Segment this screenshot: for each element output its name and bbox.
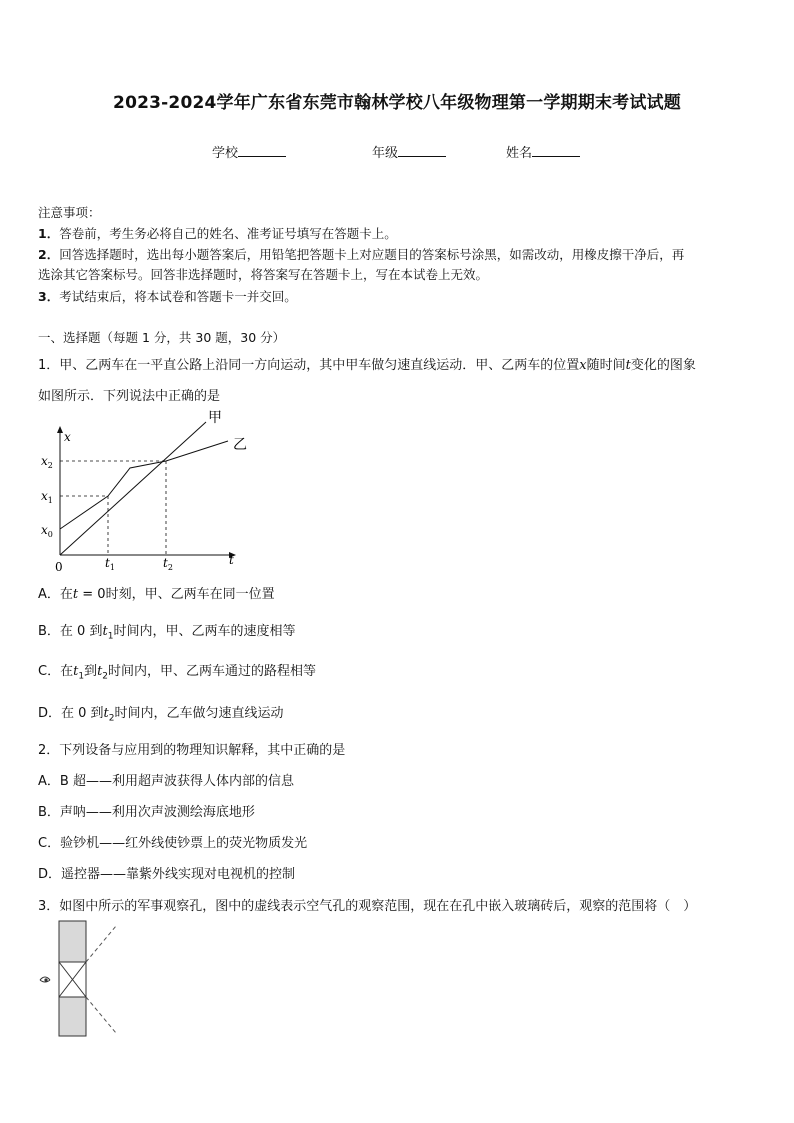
section-heading: 一、选择题（每题 1 分，共 30 题，30 分） bbox=[38, 330, 286, 345]
name-label: 姓名 bbox=[506, 146, 533, 161]
option-text: 时间内，甲、乙两车的速度相等 bbox=[113, 624, 296, 639]
var-t: t bbox=[73, 664, 79, 679]
option-text: B．在 0 到 bbox=[38, 624, 103, 639]
grade-field bbox=[372, 142, 446, 161]
q2-option-a: A．B 超——利用超声波获得人体内部的信息 bbox=[38, 774, 294, 789]
origin-label: 0 bbox=[55, 560, 63, 574]
tick-x1: $x_1$ bbox=[41, 489, 53, 505]
notice-num: 2． bbox=[38, 247, 60, 262]
option-text: C．在 bbox=[38, 664, 74, 679]
notice-num: 1． bbox=[38, 226, 60, 241]
var-t: t bbox=[102, 624, 108, 639]
notice-num: 3． bbox=[38, 289, 60, 304]
option-text: D．在 0 到 bbox=[38, 706, 104, 721]
tick-x0: $x_0$ bbox=[41, 523, 53, 539]
q1-text: 1．甲、乙两车在一平直公路上沿同一方向运动，其中甲车做匀速直线运动．甲、乙两车的位置 bbox=[38, 358, 580, 373]
notice-item-2-cont: 选涂其它答案标号。回答非选择题时，将答案写在答题卡上，写在本试卷上无效。 bbox=[38, 267, 489, 282]
view-range-lower bbox=[86, 997, 116, 1033]
grade-label: 年级 bbox=[372, 146, 399, 161]
subscript: 2 bbox=[108, 713, 115, 724]
notice-item-3 bbox=[38, 287, 297, 305]
name-field bbox=[506, 142, 580, 161]
option-text: A．在 bbox=[38, 587, 73, 602]
grade-blank bbox=[398, 144, 446, 157]
q2-option-d: D．遥控器——靠紫外线实现对电视机的控制 bbox=[38, 867, 296, 882]
school-field bbox=[212, 142, 286, 161]
var-t: t bbox=[97, 664, 103, 679]
q1-option-a bbox=[38, 583, 275, 602]
line-yi bbox=[60, 441, 228, 529]
notice-item-2 bbox=[38, 245, 684, 263]
school-label: 学校 bbox=[212, 146, 239, 161]
page-title: 2023-2024学年广东省东莞市翰林学校八年级物理第一学期期末考试试题 bbox=[113, 93, 681, 113]
notice-text: 回答选择题时，选出每小题答案后，用铅笔把答题卡上对应题目的答案标号涂黑，如需改动，用橡皮擦干净后，再 bbox=[59, 247, 685, 262]
notice-item-1 bbox=[38, 224, 397, 242]
q1-position-time-graph bbox=[30, 405, 260, 580]
q1-stem-line1 bbox=[38, 354, 696, 373]
option-text: 时间内，乙车做匀速直线运动 bbox=[114, 706, 284, 721]
var-t: t bbox=[72, 587, 79, 602]
name-blank bbox=[532, 144, 580, 157]
tick-t1: $t_1$ bbox=[105, 556, 115, 572]
q1-text: 随时间 bbox=[586, 358, 626, 373]
notice-heading: 注意事项： bbox=[38, 205, 101, 220]
q1-var-x: x bbox=[579, 358, 587, 373]
q1-var-t: t bbox=[625, 358, 631, 373]
view-range-upper bbox=[86, 926, 116, 962]
subscript: 2 bbox=[102, 671, 109, 682]
axis-label-x: x bbox=[64, 430, 71, 444]
q1-option-d bbox=[38, 702, 284, 724]
eye-icon bbox=[40, 977, 50, 982]
tick-t2: $t_2$ bbox=[163, 556, 173, 572]
line-jia bbox=[60, 422, 206, 555]
subscript: 1 bbox=[78, 671, 85, 682]
q1-option-b bbox=[38, 620, 295, 642]
option-text: 时刻，甲、乙两车在同一位置 bbox=[105, 587, 275, 602]
q2-stem: 2．下列设备与应用到的物理知识解释，其中正确的是 bbox=[38, 743, 346, 758]
option-text: = 0 bbox=[78, 587, 106, 602]
option-text: 到 bbox=[84, 664, 98, 679]
notice-text: 考试结束后，将本试卷和答题卡一并交回。 bbox=[59, 289, 297, 304]
label-jia: 甲 bbox=[208, 410, 222, 426]
tick-x2: $x_2$ bbox=[41, 454, 53, 470]
q1-option-c bbox=[38, 660, 316, 682]
option-text: 时间内，甲、乙两车通过的路程相等 bbox=[108, 664, 317, 679]
q3-stem: 3．如图中所示的军事观察孔，图中的虚线表示空气孔的观察范围，现在在孔中嵌入玻璃砖后，观察的范围将（ ） bbox=[38, 899, 697, 914]
q1-stem-line2: 如图所示．下列说法中正确的是 bbox=[38, 389, 221, 404]
axis-label-t: t bbox=[229, 553, 234, 567]
q2-option-c: C．验钞机——红外线使钞票上的荧光物质发光 bbox=[38, 836, 308, 851]
subscript: 1 bbox=[107, 631, 114, 642]
q3-observation-hole-figure bbox=[30, 918, 130, 1043]
notice-text: 答卷前，考生务必将自己的姓名、准考证号填写在答题卡上。 bbox=[59, 226, 397, 241]
var-t: t bbox=[103, 706, 109, 721]
q2-option-b: B．声呐——利用次声波测绘海底地形 bbox=[38, 805, 255, 820]
school-blank bbox=[238, 144, 286, 157]
q1-text: 变化的图象 bbox=[630, 358, 696, 373]
label-yi: 乙 bbox=[233, 437, 247, 453]
